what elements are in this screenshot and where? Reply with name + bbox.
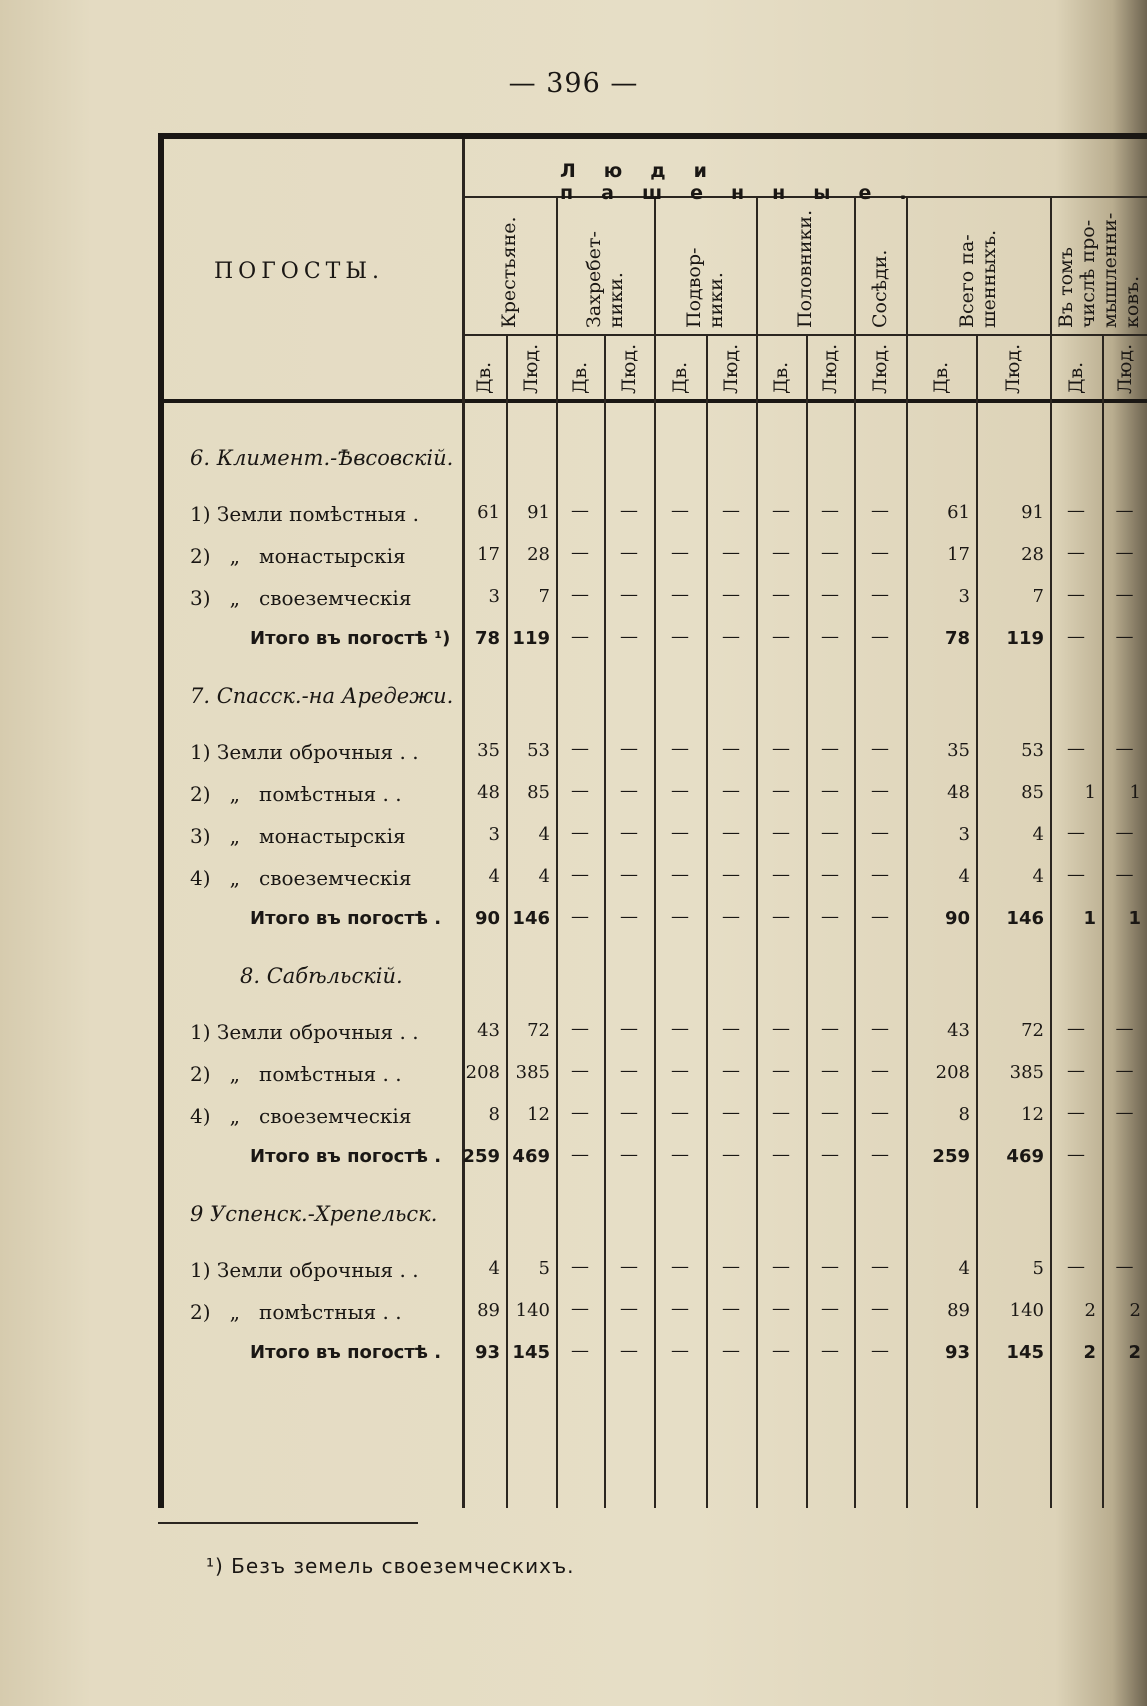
peasants-people: 140 <box>515 1300 550 1321</box>
empty-cell: — <box>772 780 790 801</box>
empty-cell: — <box>571 584 589 605</box>
peasants-households: 3 <box>488 824 500 845</box>
empty-cell: — <box>1115 1102 1134 1123</box>
sub-header: Дв. <box>569 361 591 394</box>
column-header: Подвор- ники. <box>683 247 727 328</box>
empty-cell: — <box>1067 1060 1085 1081</box>
empty-cell: — <box>722 780 740 801</box>
industrial-households: 1 <box>1083 908 1096 929</box>
total-households: 17 <box>947 544 970 565</box>
empty-cell: — <box>1067 542 1085 563</box>
empty-cell: — <box>671 1102 689 1123</box>
peasants-people: 146 <box>512 908 550 929</box>
empty-cell: — <box>671 1298 689 1319</box>
empty-cell: — <box>772 500 790 521</box>
empty-cell: — <box>821 500 839 521</box>
peasants-people: 469 <box>512 1146 550 1167</box>
sub-header: Люд. <box>618 343 640 394</box>
empty-cell: — <box>772 1060 790 1081</box>
peasants-households: 3 <box>488 586 500 607</box>
empty-cell: — <box>620 1298 638 1319</box>
empty-cell: — <box>671 822 689 843</box>
empty-cell: — <box>722 584 740 605</box>
empty-cell: — <box>620 1256 638 1277</box>
empty-cell: — <box>871 1144 889 1165</box>
sub-header: Люд. <box>520 343 542 394</box>
footnote: ¹) Безъ земель своеземческихъ. <box>206 1554 575 1578</box>
empty-cell: — <box>871 780 889 801</box>
sub-header: Люд. <box>869 343 891 394</box>
empty-cell: — <box>722 542 740 563</box>
empty-cell: — <box>571 542 589 563</box>
empty-cell: — <box>620 864 638 885</box>
empty-cell: — <box>722 626 740 647</box>
section-title: 8. Сабѣльскій. <box>240 964 403 988</box>
total-households: 4 <box>958 866 970 887</box>
empty-cell: — <box>821 1060 839 1081</box>
empty-cell: — <box>722 1340 740 1361</box>
total-people: 91 <box>1021 502 1044 523</box>
total-households: 89 <box>947 1300 970 1321</box>
empty-cell: — <box>871 906 889 927</box>
empty-cell: — <box>571 1018 589 1039</box>
peasants-people: 12 <box>527 1104 550 1125</box>
empty-cell: — <box>871 1060 889 1081</box>
row-label: 2) „ помѣстныя . . <box>190 782 402 806</box>
empty-cell: — <box>620 584 638 605</box>
peasants-people: 4 <box>538 824 550 845</box>
empty-cell: — <box>671 1340 689 1361</box>
empty-cell: — <box>1067 1256 1085 1277</box>
empty-cell: — <box>1115 584 1134 605</box>
footnote-rule <box>158 1522 418 1524</box>
total-people: 85 <box>1021 782 1044 803</box>
peasants-people: 91 <box>527 502 550 523</box>
empty-cell: — <box>871 822 889 843</box>
total-households: 43 <box>947 1020 970 1041</box>
row-label: 1) Земли оброчныя . . <box>190 1258 419 1282</box>
row-label: 3) „ своеземческія <box>190 586 412 610</box>
empty-cell: — <box>821 1018 839 1039</box>
peasants-households: 78 <box>474 628 500 649</box>
empty-cell: — <box>821 584 839 605</box>
empty-cell: — <box>1115 864 1134 885</box>
empty-cell: — <box>1115 738 1134 759</box>
section-title: 6. Климент.-Ѣвсовскій. <box>190 446 454 470</box>
total-people: 469 <box>1006 1146 1044 1167</box>
total-people: 12 <box>1021 1104 1044 1125</box>
total-households: 259 <box>932 1146 970 1167</box>
empty-cell: — <box>571 1298 589 1319</box>
empty-cell: — <box>772 738 790 759</box>
empty-cell: — <box>722 1018 740 1039</box>
peasants-households: 43 <box>477 1020 500 1041</box>
empty-cell: — <box>722 906 740 927</box>
total-households: 35 <box>947 740 970 761</box>
industrial-people: 2 <box>1128 1342 1141 1363</box>
empty-cell: — <box>871 500 889 521</box>
empty-cell: — <box>671 738 689 759</box>
sub-header: Люд. <box>720 343 742 394</box>
empty-cell: — <box>620 1144 638 1165</box>
empty-cell: — <box>821 738 839 759</box>
total-people: 140 <box>1009 1300 1044 1321</box>
empty-cell: — <box>620 822 638 843</box>
empty-cell: — <box>1067 1018 1085 1039</box>
empty-cell: — <box>821 1340 839 1361</box>
sub-header: Дв. <box>669 361 691 394</box>
empty-cell: — <box>620 626 638 647</box>
empty-cell: — <box>722 1060 740 1081</box>
empty-cell: — <box>1067 500 1085 521</box>
total-people: 4 <box>1032 824 1044 845</box>
row-label: 2) „ помѣстныя . . <box>190 1300 402 1324</box>
empty-cell: — <box>722 500 740 521</box>
sub-header: Дв. <box>473 361 495 394</box>
empty-cell: — <box>722 1256 740 1277</box>
empty-cell: — <box>871 738 889 759</box>
empty-cell: — <box>821 1102 839 1123</box>
empty-cell: — <box>871 626 889 647</box>
empty-cell: — <box>671 906 689 927</box>
empty-cell: — <box>571 1060 589 1081</box>
empty-cell: — <box>1067 738 1085 759</box>
empty-cell: — <box>821 780 839 801</box>
empty-cell: — <box>671 1060 689 1081</box>
empty-cell: — <box>772 1256 790 1277</box>
total-row-label: Итого въ погостѣ . <box>250 1342 442 1363</box>
empty-cell: — <box>722 1298 740 1319</box>
header-rule <box>158 399 1147 403</box>
total-households: 48 <box>947 782 970 803</box>
peasants-people: 72 <box>527 1020 550 1041</box>
empty-cell: — <box>772 906 790 927</box>
empty-cell: — <box>1115 822 1134 843</box>
empty-cell: — <box>571 1256 589 1277</box>
peasants-households: 48 <box>477 782 500 803</box>
empty-cell: — <box>821 906 839 927</box>
empty-cell: — <box>620 542 638 563</box>
empty-cell: — <box>571 1340 589 1361</box>
empty-cell: — <box>671 864 689 885</box>
empty-cell: — <box>722 738 740 759</box>
total-people: 145 <box>1006 1342 1044 1363</box>
empty-cell: — <box>620 500 638 521</box>
section-title: 7. Спасск.-на Аредежи. <box>190 684 454 708</box>
empty-cell: — <box>1115 1018 1134 1039</box>
total-people: 4 <box>1032 866 1044 887</box>
empty-cell: — <box>1115 626 1134 647</box>
total-people: 7 <box>1032 586 1044 607</box>
empty-cell: — <box>1067 822 1085 843</box>
empty-cell: — <box>871 1298 889 1319</box>
table-top-rule <box>158 133 1147 139</box>
section-title: 9 Успенск.-Хрепельск. <box>190 1202 438 1226</box>
empty-cell: — <box>571 738 589 759</box>
row-label: 1) Земли помѣстныя . <box>190 502 419 526</box>
sub-header: Люд. <box>819 343 841 394</box>
empty-cell: — <box>620 906 638 927</box>
empty-cell: — <box>1067 1144 1085 1165</box>
empty-cell: — <box>671 1018 689 1039</box>
row-label: 1) Земли оброчныя . . <box>190 1020 419 1044</box>
peasants-people: 7 <box>538 586 550 607</box>
empty-cell: — <box>722 864 740 885</box>
empty-cell: — <box>772 1298 790 1319</box>
empty-cell: — <box>1067 864 1085 885</box>
empty-cell: — <box>772 1018 790 1039</box>
sub-header: Люд. <box>1002 343 1024 394</box>
empty-cell: — <box>821 1144 839 1165</box>
total-people: 72 <box>1021 1020 1044 1041</box>
empty-cell: — <box>571 626 589 647</box>
empty-cell: — <box>671 780 689 801</box>
peasants-people: 5 <box>538 1258 550 1279</box>
empty-cell: — <box>772 822 790 843</box>
empty-cell: — <box>671 1144 689 1165</box>
empty-cell: — <box>821 1298 839 1319</box>
empty-cell: — <box>821 822 839 843</box>
peasants-people: 4 <box>538 866 550 887</box>
industrial-people: 1 <box>1129 782 1141 803</box>
row-label: 4) „ своеземческія <box>190 1104 412 1128</box>
industrial-people: 2 <box>1129 1300 1141 1321</box>
empty-cell: — <box>620 1060 638 1081</box>
empty-cell: — <box>571 500 589 521</box>
peasants-households: 8 <box>488 1104 500 1125</box>
peasants-households: 61 <box>477 502 500 523</box>
empty-cell: — <box>1115 542 1134 563</box>
total-people: 5 <box>1032 1258 1044 1279</box>
empty-cell: — <box>571 1144 589 1165</box>
empty-cell: — <box>1067 584 1085 605</box>
column-header: Въ томъ числѣ про- мышленни- ковъ. <box>1054 212 1143 328</box>
industrial-households: 2 <box>1083 1342 1096 1363</box>
peasants-households: 93 <box>474 1342 500 1363</box>
empty-cell: — <box>1067 626 1085 647</box>
peasants-people: 119 <box>512 628 550 649</box>
total-households: 208 <box>935 1062 970 1083</box>
row-label: 3) „ монастырскія <box>190 824 406 848</box>
peasants-households: 35 <box>477 740 500 761</box>
peasants-households: 208 <box>465 1062 500 1083</box>
empty-cell: — <box>821 626 839 647</box>
column-header: Крестьяне. <box>498 216 520 328</box>
peasants-households: 17 <box>477 544 500 565</box>
column-header: Всего па- шенныхъ. <box>956 229 1000 328</box>
empty-cell: — <box>871 864 889 885</box>
total-households: 4 <box>958 1258 970 1279</box>
empty-cell: — <box>620 1102 638 1123</box>
empty-cell: — <box>671 542 689 563</box>
empty-cell: — <box>620 738 638 759</box>
empty-cell: — <box>571 864 589 885</box>
total-households: 90 <box>944 908 970 929</box>
empty-cell: — <box>1115 1256 1134 1277</box>
total-households: 3 <box>958 824 970 845</box>
total-row-label: Итого въ погостѣ . <box>250 1146 442 1167</box>
empty-cell: — <box>871 1102 889 1123</box>
empty-cell: — <box>871 1018 889 1039</box>
empty-cell: — <box>772 1144 790 1165</box>
empty-cell: — <box>772 1102 790 1123</box>
peasants-households: 4 <box>488 1258 500 1279</box>
empty-cell: — <box>772 1340 790 1361</box>
empty-cell: — <box>1115 500 1134 521</box>
peasants-people: 145 <box>512 1342 550 1363</box>
subheader-rule <box>462 334 1147 336</box>
stub-title: ПОГОСТЫ. <box>214 259 384 284</box>
empty-cell: — <box>871 584 889 605</box>
row-label: 2) „ монастырскія <box>190 544 406 568</box>
total-households: 8 <box>958 1104 970 1125</box>
row-label: 4) „ своеземческія <box>190 866 412 890</box>
sub-header: Дв. <box>930 361 952 394</box>
empty-cell: — <box>671 1256 689 1277</box>
empty-cell: — <box>571 1102 589 1123</box>
total-people: 28 <box>1021 544 1044 565</box>
empty-cell: — <box>871 1340 889 1361</box>
empty-cell: — <box>671 500 689 521</box>
column-header: Половники. <box>794 209 816 328</box>
empty-cell: — <box>821 542 839 563</box>
empty-cell: — <box>821 864 839 885</box>
peasants-people: 385 <box>515 1062 550 1083</box>
empty-cell: — <box>772 542 790 563</box>
total-people: 146 <box>1006 908 1044 929</box>
empty-cell: — <box>722 822 740 843</box>
total-households: 61 <box>947 502 970 523</box>
empty-cell: — <box>871 542 889 563</box>
total-households: 93 <box>944 1342 970 1363</box>
sub-header: Люд. <box>1113 343 1136 394</box>
total-people: 53 <box>1021 740 1044 761</box>
peasants-households: 4 <box>488 866 500 887</box>
empty-cell: — <box>722 1144 740 1165</box>
empty-cell: — <box>571 822 589 843</box>
peasants-households: 89 <box>477 1300 500 1321</box>
industrial-households: 1 <box>1084 782 1096 803</box>
total-row-label: Итого въ погостѣ . <box>250 908 442 929</box>
empty-cell: — <box>1115 1060 1134 1081</box>
empty-cell: — <box>571 906 589 927</box>
group-title: Люди пашенные. <box>560 160 935 204</box>
row-label: 2) „ помѣстныя . . <box>190 1062 402 1086</box>
total-households: 78 <box>944 628 970 649</box>
empty-cell: — <box>821 1256 839 1277</box>
empty-cell: — <box>671 626 689 647</box>
industrial-households: 2 <box>1084 1300 1096 1321</box>
sub-header: Дв. <box>770 361 792 394</box>
empty-cell: — <box>620 1018 638 1039</box>
peasants-people: 28 <box>527 544 550 565</box>
column-header: Сосѣди. <box>869 249 891 328</box>
empty-cell: — <box>1067 1102 1085 1123</box>
empty-cell: — <box>620 780 638 801</box>
total-people: 119 <box>1006 628 1044 649</box>
peasants-households: 259 <box>462 1146 500 1167</box>
peasants-households: 90 <box>474 908 500 929</box>
sub-header: Дв. <box>1065 361 1087 394</box>
total-people: 385 <box>1009 1062 1044 1083</box>
empty-cell: — <box>772 864 790 885</box>
row-label: 1) Земли оброчныя . . <box>190 740 419 764</box>
empty-cell: — <box>620 1340 638 1361</box>
total-row-label: Итого въ погостѣ ¹) <box>250 628 451 649</box>
peasants-people: 85 <box>527 782 550 803</box>
empty-cell: — <box>772 584 790 605</box>
empty-cell: — <box>671 584 689 605</box>
empty-cell: — <box>571 780 589 801</box>
page-number: — 396 — <box>508 68 639 99</box>
table-left-border <box>158 133 164 1508</box>
empty-cell: — <box>871 1256 889 1277</box>
total-households: 3 <box>958 586 970 607</box>
empty-cell: — <box>772 626 790 647</box>
empty-cell: — <box>722 1102 740 1123</box>
peasants-people: 53 <box>527 740 550 761</box>
column-header: Захребет- ники. <box>583 231 627 328</box>
industrial-people: 1 <box>1128 908 1141 929</box>
